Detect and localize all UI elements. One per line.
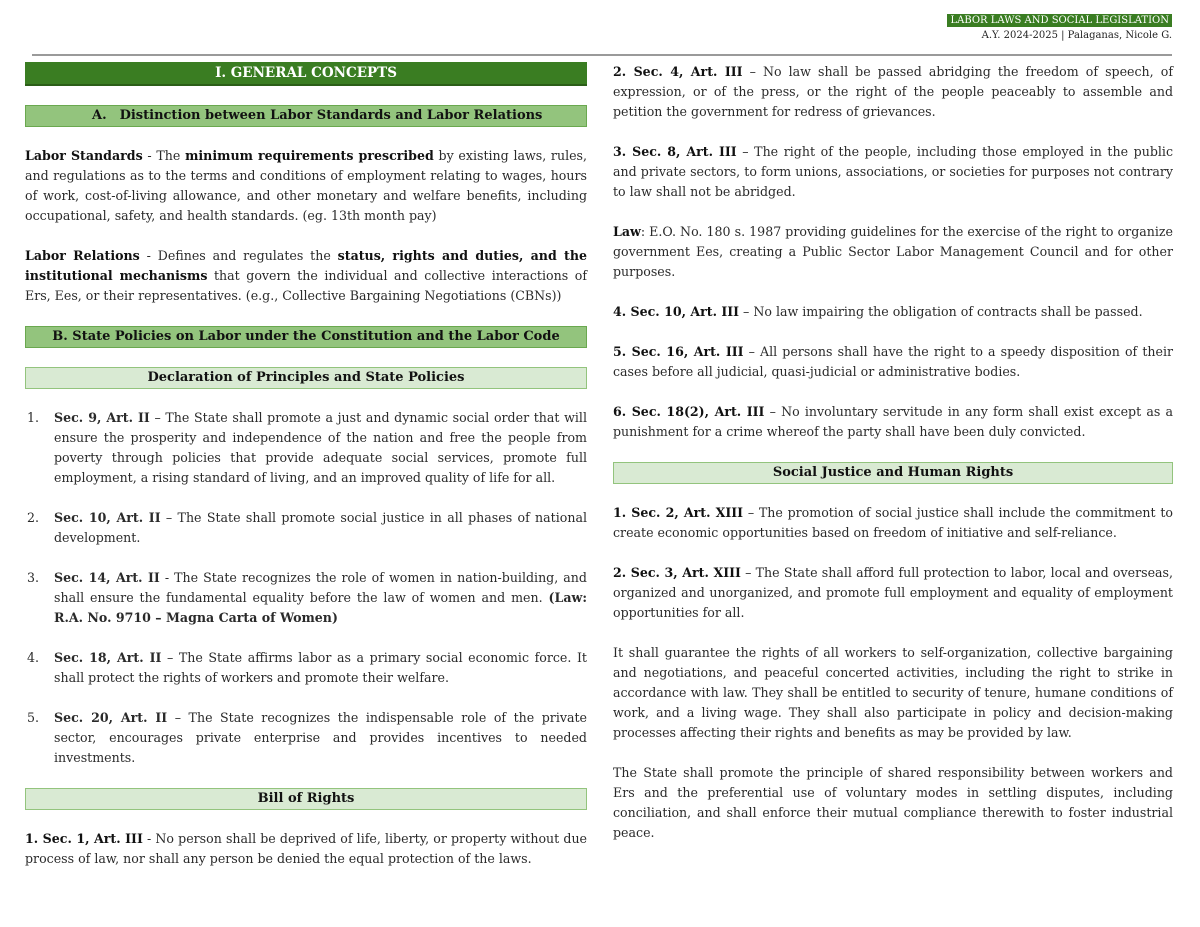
right-column bbox=[613, 62, 1173, 863]
labor-standards-term: Labor Standards bbox=[25, 148, 143, 163]
list-item: 1. Sec. 9, Art. II – The State shall promote a just and dynamic social order that will ensure the prosperity and independence of the nation and free the people from poverty through policies that provide adequate social services, promote full employment, a rising standard of living, and an improved quality of life for all. bbox=[27, 410, 587, 485]
social-justice-paragraph-1: It shall guarantee the rights of all workers to self-organization, collective bargaining and negotiations, and peaceful concerted activities, including the right to strike in accordance with law. They shall be entitled to security of tenure, humane conditions of work, and a living wage. They shall also participate in policy and decision-making processes affecting their rights and benefits as may be provided by law. bbox=[613, 645, 1173, 740]
list-item: 5. Sec. 20, Art. II – The State recognizes the indispensable role of the private sector, encourages private enterprise and provides incentives to needed investments. bbox=[27, 710, 587, 765]
declaration-header: Declaration of Principles and State Policies bbox=[25, 367, 587, 389]
bill-of-rights-item-1: 1. Sec. 1, Art. III - No person shall be deprived of life, liberty, or property without due process of law, nor shall any person be denied the equal protection of the laws. bbox=[25, 831, 588, 866]
list-item: 3. Sec. 14, Art. II - The State recognizes the role of women in nation-building, and shall ensure the fundamental equality before the law of women and men. (Law: R.A. No. 9710 – Magna Carta of Women) bbox=[27, 570, 587, 625]
bill-of-rights-item-5: 5. Sec. 16, Art. III – All persons shall have the right to a speedy disposition of their cases before all judicial, quasi-judicial or administrative bodies. bbox=[613, 344, 1173, 379]
course-badge: LABOR LAWS AND SOCIAL LEGISLATION bbox=[947, 14, 1172, 27]
subsection-a-letter: A. bbox=[92, 108, 107, 123]
subsection-a-header bbox=[25, 105, 587, 127]
labor-relations-term: Labor Relations bbox=[25, 248, 140, 263]
social-justice-item-2: 2. Sec. 3, Art. XIII – The State shall afford full protection to labor, local and overseas, organized and unorganized, and promote full employment and equality of employment opportunities for all. bbox=[613, 565, 1173, 620]
bill-of-rights-item-2: 2. Sec. 4, Art. III – No law shall be passed abridging the freedom of speech, of expression, or of the press, or the right of the people peaceably to assemble and petition the government for redress of grievances. bbox=[613, 64, 1173, 119]
bill-of-rights-item-6: 6. Sec. 18(2), Art. III – No involuntary servitude in any form shall exist except as a punishment for a crime whereof the party shall have been duly convicted. bbox=[613, 404, 1173, 439]
section-title: I. GENERAL CONCEPTS bbox=[25, 62, 587, 86]
list-item: 4. Sec. 18, Art. II – The State affirms labor as a primary social economic force. It shall protect the rights of workers and promote their welfare. bbox=[27, 650, 587, 685]
subsection-a-title: Distinction between Labor Standards and Labor Relations bbox=[119, 108, 543, 123]
document-header bbox=[947, 8, 1172, 41]
bill-of-rights-header: Bill of Rights bbox=[25, 788, 587, 810]
left-column bbox=[25, 62, 587, 889]
bill-of-rights-item-3: 3. Sec. 8, Art. III – The right of the people, including those employed in the public and private sectors, to form unions, associations, or societies for purposes not contrary to law shall not be abridged. bbox=[613, 144, 1173, 199]
list-item: 2. Sec. 10, Art. II – The State shall promote social justice in all phases of national development. bbox=[27, 510, 587, 545]
header-rule bbox=[32, 54, 1172, 56]
labor-relations-paragraph: Labor Relations - Defines and regulates the status, rights and duties, and the institutional mechanisms that govern the individual and collective interactions of Ers, Ees, or their representatives. (e.g., Collective Bargaining Negotiations (CBNs)) bbox=[25, 248, 587, 303]
subsection-b-header: B. State Policies on Labor under the Constitution and the Labor Code bbox=[25, 326, 587, 348]
header-subtitle: A.Y. 2024-2025 | Palaganas, Nicole G. bbox=[981, 30, 1172, 41]
law-note: Law: E.O. No. 180 s. 1987 providing guidelines for the exercise of the right to organize government Ees, creating a Public Sector Labor Management Council and for other purposes. bbox=[613, 224, 1173, 279]
social-justice-header: Social Justice and Human Rights bbox=[613, 462, 1173, 484]
labor-standards-paragraph: Labor Standards - The minimum requirements prescribed by existing laws, rules, and regulations as to the terms and conditions of employment relating to wages, hours of work, cost-of-living allowance, and other monetary and welfare benefits, including occupational, safety, and health standards. (eg. 13th month pay) bbox=[25, 148, 588, 223]
bill-of-rights-item-4: 4. Sec. 10, Art. III – No law impairing the obligation of contracts shall be passed. bbox=[613, 304, 1143, 319]
social-justice-item-1: 1. Sec. 2, Art. XIII – The promotion of social justice shall include the commitment to create economic opportunities based on freedom of initiative and self-reliance. bbox=[613, 505, 1174, 540]
social-justice-paragraph-2: The State shall promote the principle of shared responsibility between workers and Ers and the preferential use of voluntary modes in settling disputes, including conciliation, and shall enforce their mutual compliance therewith to foster industrial peace. bbox=[613, 765, 1173, 840]
